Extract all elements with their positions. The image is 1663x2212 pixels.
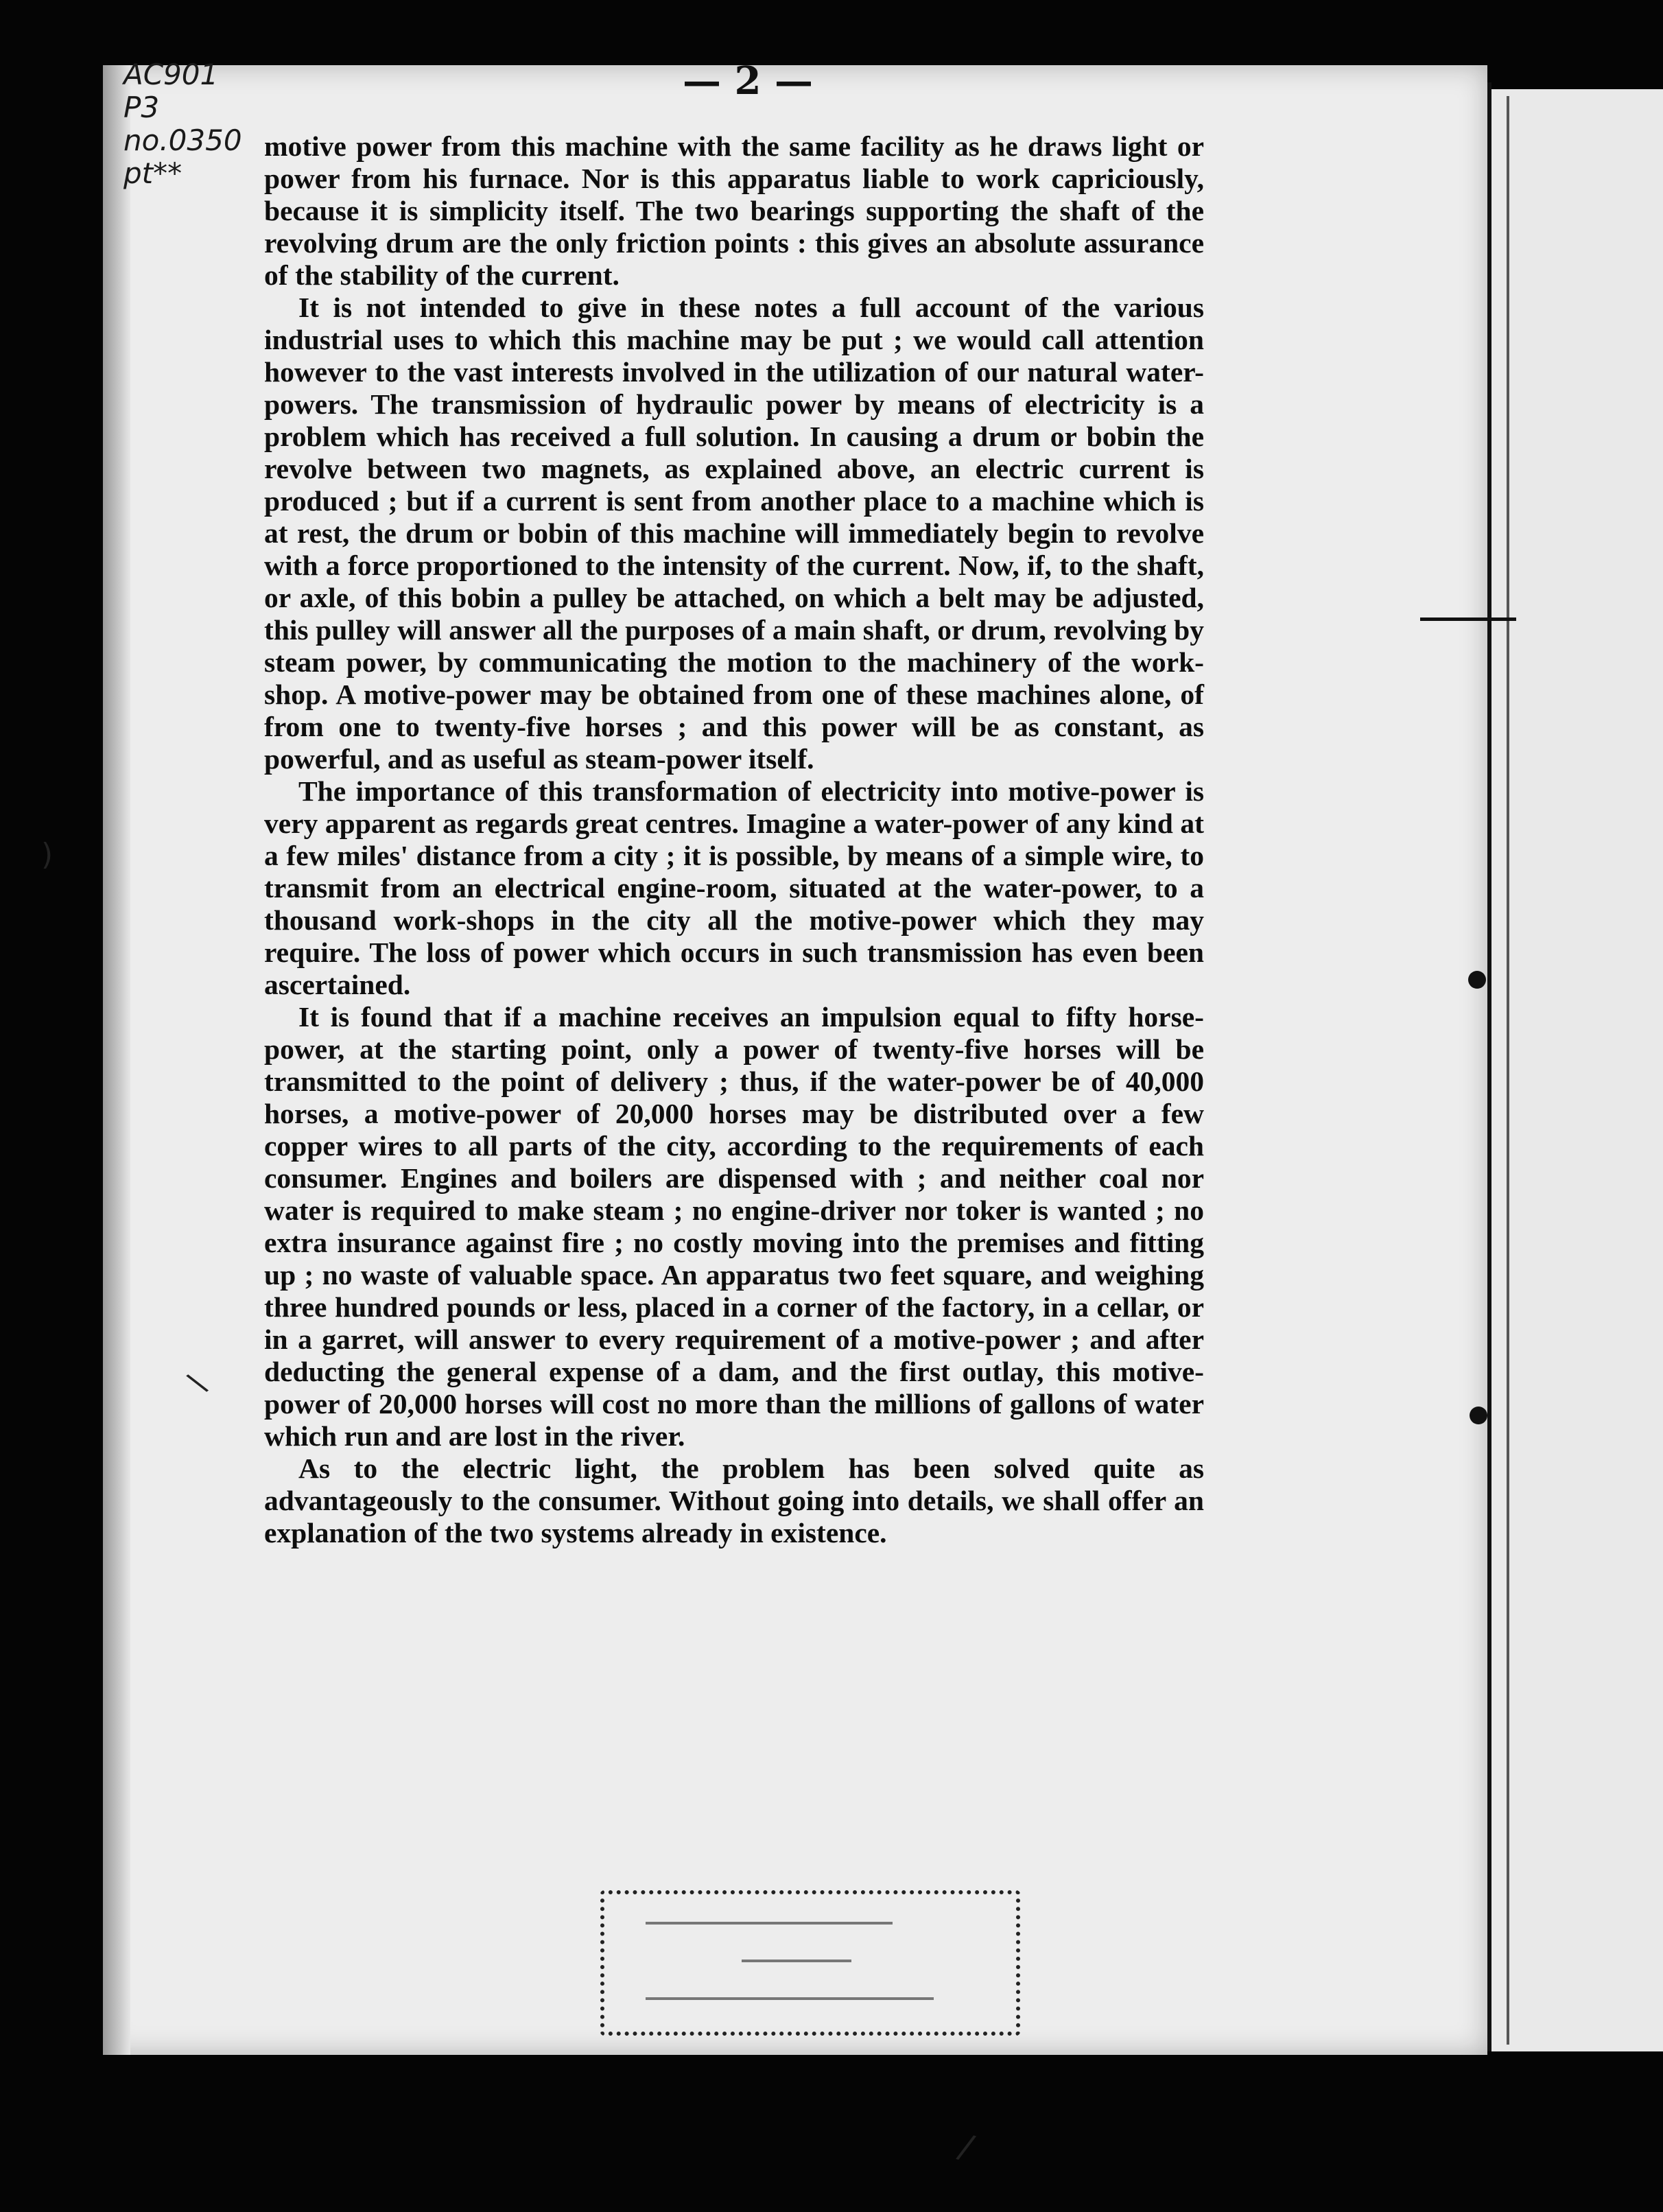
paragraph: motive power from this machine with the same facility as he draws light or power from his furnace. Nor is this apparatus liable to work capriciously, because it is simplicity itself. The two bearings supporting the shaft of the revolving drum are the only friction points : this gives an absolute assurance of the stability of the current. <box>264 130 1204 291</box>
page-speck-mark: \ <box>182 1365 212 1400</box>
adjacent-page <box>1491 89 1663 2051</box>
page-speck-mark: ) <box>41 837 54 872</box>
article-body <box>264 130 1204 1549</box>
page-speck-mark: / <box>954 2126 979 2168</box>
stamp-faded-line <box>646 1922 893 1925</box>
binding-hole <box>1468 971 1486 989</box>
adjacent-page-edge <box>1507 96 1509 2045</box>
library-stamp <box>600 1890 1020 2036</box>
archive-label-line: AC901 <box>123 58 219 91</box>
paragraph: It is not intended to give in these notes a full account of the various industrial uses to which this machine may be put ; we would call attention however to the vast interests involved in the utilization of our natural water-powers. The transmission of hydraulic power by means of electricity is a problem which has received a full solution. In causing a drum or bobin the revolve between two magnets, as explained above, an electric current is produced ; but if a current is sent from another place to a machine which is at rest, the drum or bobin of this machine will immediately begin to revolve with a force proportioned to the intensity of the current. Now, if, to the shaft, or axle, of this bobin a pulley be attached, on which a belt may be adjusted, this pulley will answer all the purposes of a main shaft, or drum, revolving by steam power, by communicating the motion to the machinery of the work-shop. A motive-power may be obtained from one of these machines alone, of from one to twenty-five horses ; and this power will be as constant, as powerful, and as useful as steam-power itself. <box>264 292 1204 775</box>
page-edge-shadow <box>103 65 130 2055</box>
paragraph: As to the electric light, the problem has been solved quite as advantageously to the consumer. Without going into details, we shall offer an explanation of the two systems already in existence. <box>264 1452 1204 1549</box>
paragraph: It is found that if a machine receives an impulsion equal to fifty horse-power, at the starting point, only a power of twenty-five horses will be transmitted to the point of delivery ; thus, if the water-power be of 40,000 horses, a motive-power of 20,000 horses may be distributed over a few copper wires to all parts of the city, according to the requirements of each consumer. Engines and boilers are dispensed with ; and neither coal nor water is required to make steam ; no engine-driver nor toker is wanted ; no extra insurance against fire ; no costly moving into the premises and fitting up ; no waste of valuable space. An apparatus two feet square, and weighing three hundred pounds or less, placed in a corner of the factory, in a cellar, or in a garret, will answer to every requirement of a motive-power ; and after deducting the general expense of a dam, and the first outlay, this motive-power of 20,000 horses will cost no more than the millions of gallons of water which run and are lost in the river. <box>264 1001 1204 1452</box>
archive-call-number <box>123 58 261 190</box>
stamp-faded-line <box>742 1960 851 1962</box>
archive-label-line: P3 <box>123 91 160 124</box>
stamp-faded-line <box>646 1997 934 2000</box>
archive-label-line: no.0350 <box>123 123 242 157</box>
paragraph: The importance of this transformation of electricity into motive-power is very apparent as regards great centres. Imagine a water-power of any kind at a few miles' distance from a city ; it is possible, by means of a simple wire, to transmit from an electrical engine-room, situated at the water-power, to a thousand work-shops in the city all the motive-power which they may require. The loss of power which occurs in such transmission has even been ascertained. <box>264 775 1204 1000</box>
archive-label-line: pt** <box>123 156 182 190</box>
page-number: — 2 — <box>683 58 813 104</box>
binding-hole <box>1470 1407 1487 1424</box>
binding-thread-mark <box>1420 617 1516 621</box>
